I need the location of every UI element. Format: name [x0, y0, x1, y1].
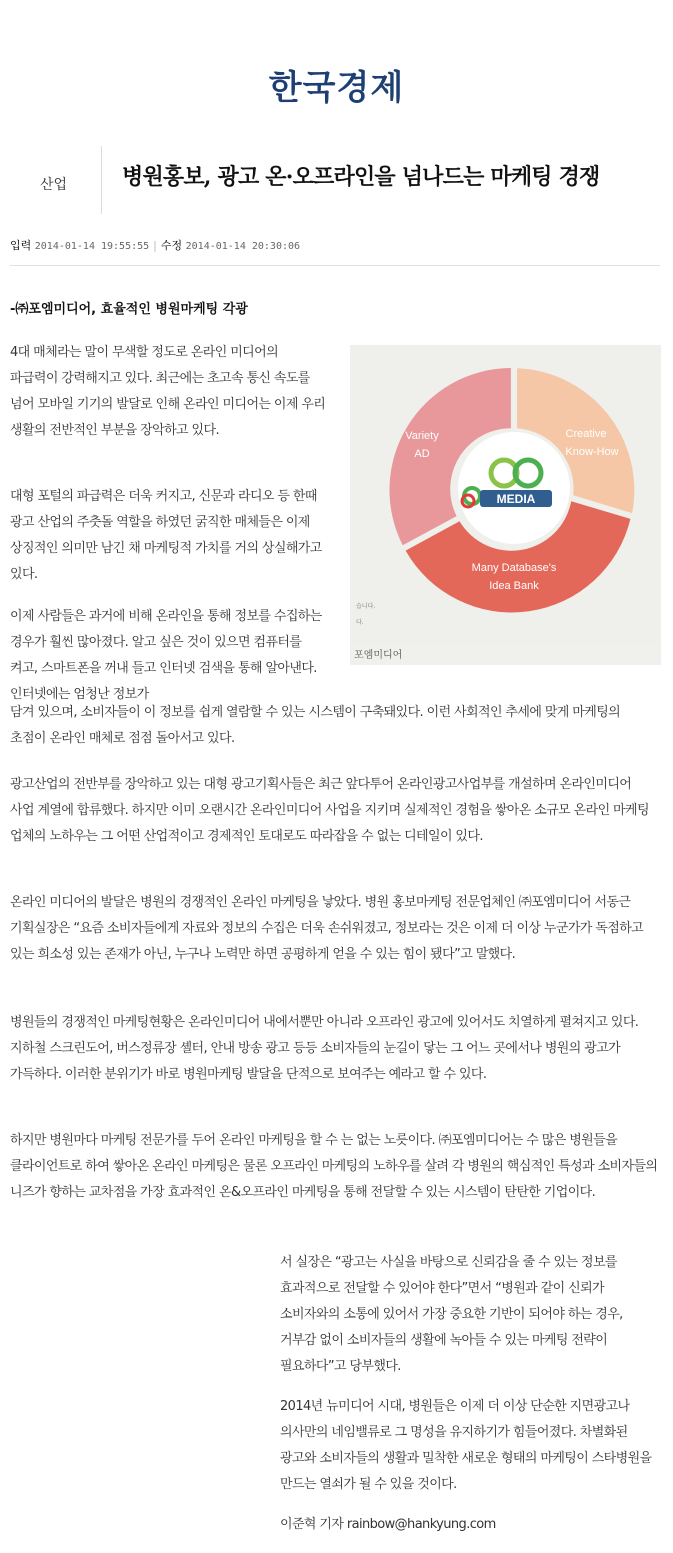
article-paragraph: 병원들의 경쟁적인 마케팅현황은 온라인미디어 내에서뿐만 아니라 오프라인 광고에 있어서도 치열하게 펼쳐지고 있다. 지하철 스크린도어, 버스정류장 셸터, 안내 방송 광고 등등 소비자들의 눈길이 닿는 그 어느 곳에서나 병원의 광고가 가득하다. 이러한 분위기가 바로 병원마케팅 발달을 단적으로 보여주는 예라고 할 수 있다.: [10, 1015, 639, 1082]
segment-right-line1: Creative: [565, 428, 607, 440]
input-datetime: 2014-01-14 19:55:55: [34, 241, 150, 252]
article-subhead: -㈜포엠미디어, 효율적인 병원마케팅 각광: [10, 302, 248, 317]
article-paragraph: 담겨 있으며, 소비자들이 이 정보를 쉽게 열람할 수 있는 시스템이 구축돼있다. 이런 사회적인 추세에 맞게 마케팅의 초점이 온라인 매체로 점점 돌아서고 있다.: [10, 705, 621, 746]
photo-snippet-2: 다.: [356, 619, 364, 626]
article-paragraph: 4대 매체라는 말이 무색할 정도로 온라인 미디어의 파급력이 강력해지고 있다. 최근에는 초고속 통신 속도를 넘어 모바일 기기의 발달로 인해 온라인 미디어는 이제 우리 생활의 전반적인 부분을 장악하고 있다.: [10, 345, 326, 438]
article-paragraph: 대형 포털의 파급력은 더욱 커지고, 신문과 라디오 등 한때 광고 산업의 주춧돌 역할을 하였던 굵직한 매체들은 이제 상징적인 의미만 남긴 채 마케팅적 가치를 거의 상실해가고 있다.: [10, 489, 322, 582]
header-rule: [10, 265, 660, 266]
segment-left-line1: Variety: [405, 430, 439, 442]
section-label[interactable]: 산업: [40, 177, 68, 193]
article-photo[interactable]: [350, 345, 661, 665]
article-paragraph: 하지만 병원마다 마케팅 전문가를 두어 온라인 마케팅을 할 수 는 없는 노릇이다. ㈜포엠미디어는 수 많은 병원들을 클라이언트로 하여 쌓아온 온라인 마케팅은 물론 오프라인 마케팅의 노하우를 살려 각 병원의 핵심적인 특성과 소비자들의 니즈가 향하는 교차점을 가장 효과적인 온&오프라인 마케팅을 통해 전달할 수 있는 시스템이 탄탄한 기업이다.: [10, 1133, 658, 1200]
date-separator: |: [153, 239, 157, 252]
input-label: 입력: [10, 239, 32, 252]
article-paragraph: 온라인 미디어의 발달은 병원의 경쟁적인 온라인 마케팅을 낳았다. 병원 홍보마케팅 전문업체인 ㈜포엠미디어 서동근 기획실장은 “요즘 소비자들에게 자료와 정보의 수집은 더욱 손쉬워졌고, 정보라는 것은 이제 더 이상 누군가가 독점하고 있는 희소성 있는 존재가 아닌, 누구나 노력만 하면 공평하게 얻을 수 있는 힘이 됐다”고 말했다.: [10, 895, 644, 962]
byline: 이준혁 기자 rainbow@hankyung.com: [280, 1517, 496, 1532]
photo-snippet-1: 습니다.: [356, 603, 376, 610]
article-dates: [10, 237, 300, 253]
article-paragraph: 서 실장은 “광고는 사실을 바탕으로 신뢰감을 줄 수 있는 정보를 효과적으로 전달할 수 있어야 한다”면서 “병원과 같이 신뢰가 소비자와의 소통에 있어서 가장 중요한 기반이 되어야 하는 경우, 거부감 없이 소비자들의 생활에 녹아들 수 있는 마케팅 전략이 필요하다”고 당부했다.: [280, 1255, 623, 1374]
modified-datetime: 2014-01-14 20:30:06: [185, 241, 301, 252]
photo-caption: 포엠미디어: [354, 650, 403, 661]
article-paragraph: 이제 사람들은 과거에 비해 온라인을 통해 정보를 수집하는 경우가 훨씬 많아졌다. 알고 싶은 것이 있으면 컴퓨터를 켜고, 스마트폰을 꺼내 들고 인터넷 검색을 통해 알아낸다. 인터넷에는 엄청난 정보가: [10, 609, 322, 702]
article-paragraph: 2014년 뉴미디어 시대, 병원들은 이제 더 이상 단순한 지면광고나 의사만의 네임밸류로 그 명성을 유지하기가 힘들어졌다. 차별화된 광고와 소비자들의 생활과 밀착한 새로운 형태의 마케팅이 스타병원을 만드는 열쇠가 될 수 있을 것이다.: [280, 1399, 652, 1492]
newspaper-logo[interactable]: 한국경제: [268, 68, 405, 108]
logo-text: MEDIA: [496, 492, 536, 506]
media-ring-graphic: [350, 345, 661, 645]
modified-label: 수정: [160, 239, 183, 252]
segment-left-line2: AD: [414, 448, 430, 460]
article-paragraph: 광고산업의 전반부를 장악하고 있는 대형 광고기획사들은 최근 앞다투어 온라인광고사업부를 개설하며 온라인미디어 사업 계열에 합류했다. 하지만 이미 오랜시간 온라인미디어 사업을 지키며 실제적인 경험을 쌓아온 소규모 온라인 마케팅 업체의 노하우는 그 어떤 산업적이고 경제적인 토대로도 따라잡을 수 없는 디테일이 있다.: [10, 777, 649, 844]
segment-bottom-line1: Many Database's: [471, 562, 557, 574]
article-headline: 병원홍보, 광고 온·오프라인을 넘나드는 마케팅 경쟁: [122, 164, 600, 190]
segment-bottom-line2: Idea Bank: [489, 580, 539, 592]
header-divider: [101, 146, 102, 214]
segment-right-line2: Know-How: [565, 446, 619, 458]
